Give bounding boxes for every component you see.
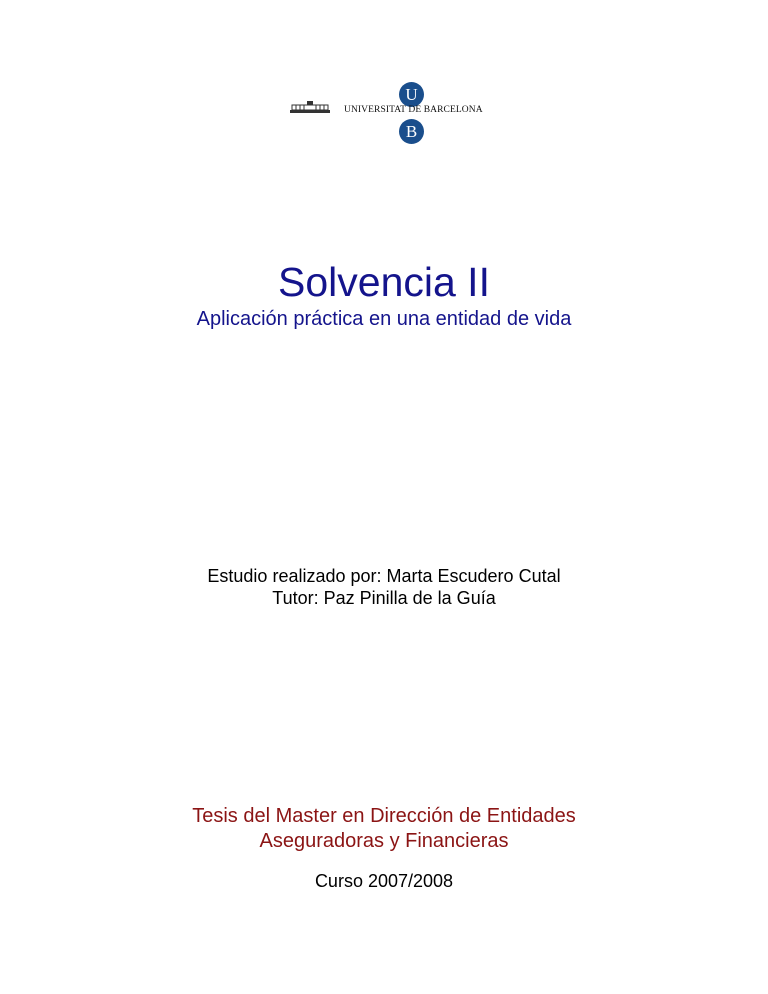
document-title: Solvencia II: [278, 259, 490, 305]
document-subtitle: Aplicación práctica en una entidad de vida: [196, 308, 572, 330]
university-logo: [290, 82, 490, 144]
building-icon: [290, 100, 330, 114]
tutor-line: Tutor: Paz Pinilla de la Guía: [272, 588, 496, 608]
thesis-line-1: Tesis del Master en Dirección de Entidades: [192, 805, 576, 827]
course-year: Curso 2007/2008: [314, 871, 454, 891]
logo-letter-u: U: [399, 82, 424, 107]
logo-letter-b: B: [399, 119, 424, 144]
thesis-block: [0, 804, 768, 854]
author-block: [0, 565, 768, 609]
author-line: Estudio realizado por: Marta Escudero Cutal: [207, 566, 561, 586]
logo-wordmark: UNIVERSITAT DE BARCELONA: [344, 105, 483, 115]
thesis-line-2: Aseguradoras y Financieras: [259, 830, 509, 852]
